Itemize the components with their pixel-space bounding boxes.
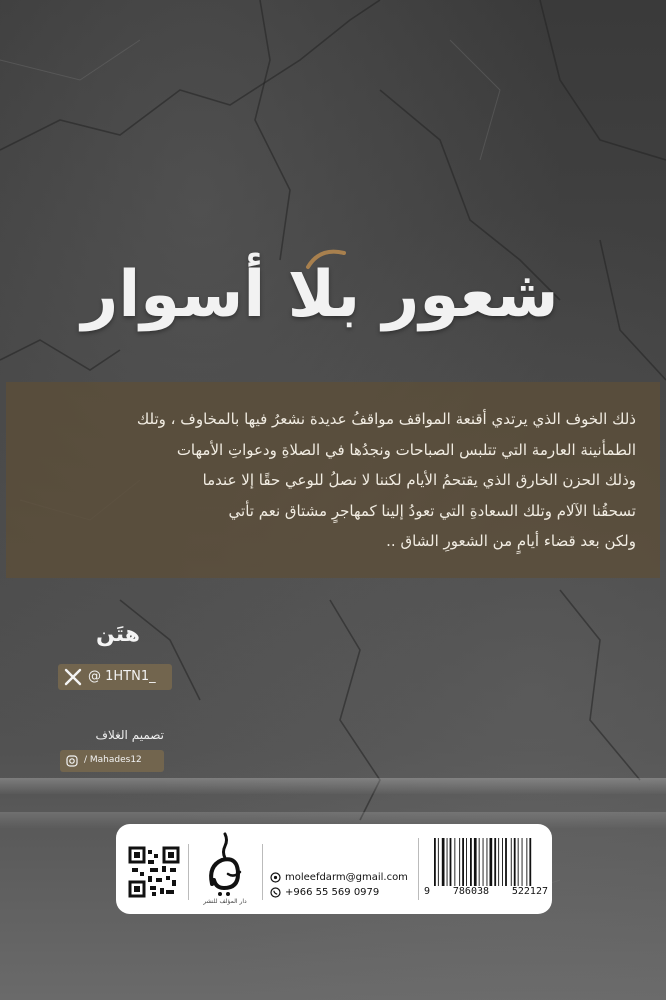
barcode-bar xyxy=(529,838,531,886)
title-accent-stroke xyxy=(300,245,370,275)
barcode-bar xyxy=(505,838,507,886)
blurb-box xyxy=(6,382,660,578)
barcode-bar xyxy=(526,838,527,886)
barcode-bar xyxy=(466,838,467,886)
isbn-number xyxy=(424,886,548,897)
phone-text: +966 55 569 0979 xyxy=(285,887,380,898)
barcode-bar xyxy=(442,838,445,886)
isbn-prefix: 9 xyxy=(424,886,431,897)
barcode-bar xyxy=(470,838,472,886)
author-name: هتَن xyxy=(95,622,141,647)
divider xyxy=(262,844,263,900)
at-sign-icon xyxy=(270,872,281,883)
designer-instagram-badge[interactable] xyxy=(60,750,164,772)
barcode-bar xyxy=(487,838,488,886)
author-x-badge[interactable] xyxy=(58,664,172,690)
barcode-bar xyxy=(454,838,455,886)
barcode-bar xyxy=(522,838,523,886)
barcode-bar xyxy=(494,838,496,886)
barcode-bar xyxy=(474,838,477,886)
qr-code-icon[interactable] xyxy=(128,846,180,898)
divider xyxy=(418,838,419,900)
whatsapp-icon xyxy=(270,887,281,898)
barcode-bar xyxy=(490,838,493,886)
barcode-bar xyxy=(502,838,503,886)
instagram-icon xyxy=(66,755,78,767)
cover-design-label: تصميم الغلاف xyxy=(95,728,164,742)
barcode-icon xyxy=(432,838,548,886)
barcode-bar xyxy=(518,838,519,886)
isbn-group-2: 522127 xyxy=(511,886,548,897)
blurb-line: الطمأنينة العارمة التي تتلبس الصباحات ونجدُها في الصلاةِ ودعواتِ الأمهات xyxy=(176,440,636,459)
blurb-line: وذلك الحزن الخارق الذي يقتحمُ الأيام لكننا لا نصلُ للوعي حقًا إلا عندما xyxy=(202,471,636,489)
email-text: moleefdarm@gmail.com xyxy=(285,872,408,883)
contact-info xyxy=(270,870,408,900)
barcode-bar xyxy=(462,838,464,886)
barcode-bar xyxy=(479,838,480,886)
barcode-bar xyxy=(447,838,448,886)
phone-row[interactable] xyxy=(270,885,408,900)
email-row[interactable] xyxy=(270,870,408,885)
blurb-text xyxy=(36,404,636,557)
barcode-bar xyxy=(450,838,452,886)
barcode-bar xyxy=(498,838,499,886)
barcode-bar xyxy=(483,838,484,886)
publisher-logo-icon xyxy=(198,830,252,900)
blurb-line: ولكن بعد قضاء أيامٍ من الشعورِ الشاق .. xyxy=(386,532,636,550)
blurb-line: تسحقُنا الآلام وتلك السعادةِ التي تعودُ إلينا كمهاجرٍ مشتاق نعم تأتي xyxy=(228,501,636,520)
designer-instagram-handle: / Mahades12 xyxy=(84,755,142,765)
x-logo-icon xyxy=(64,668,82,686)
barcode-bar xyxy=(514,838,516,886)
shelf-highlight xyxy=(0,778,666,794)
author-x-handle: @ 1HTN1_ xyxy=(88,669,156,684)
isbn-group-1: 786038 xyxy=(452,886,490,897)
book-title: شعور بلا أسوار xyxy=(81,258,559,332)
publisher-caption: دار المؤلف للنشر xyxy=(203,898,247,905)
barcode-bar xyxy=(438,838,439,886)
barcode-bar xyxy=(511,838,512,886)
blurb-line: ذلك الخوف الذي يرتدي أقنعة المواقف مواقفُ عديدة نشعرُ فيها بالمخاوف ، وتلك xyxy=(136,410,636,428)
barcode-bar xyxy=(459,838,460,886)
divider xyxy=(188,844,189,900)
barcode-bar xyxy=(434,838,436,886)
publisher-footer-panel xyxy=(116,824,552,914)
